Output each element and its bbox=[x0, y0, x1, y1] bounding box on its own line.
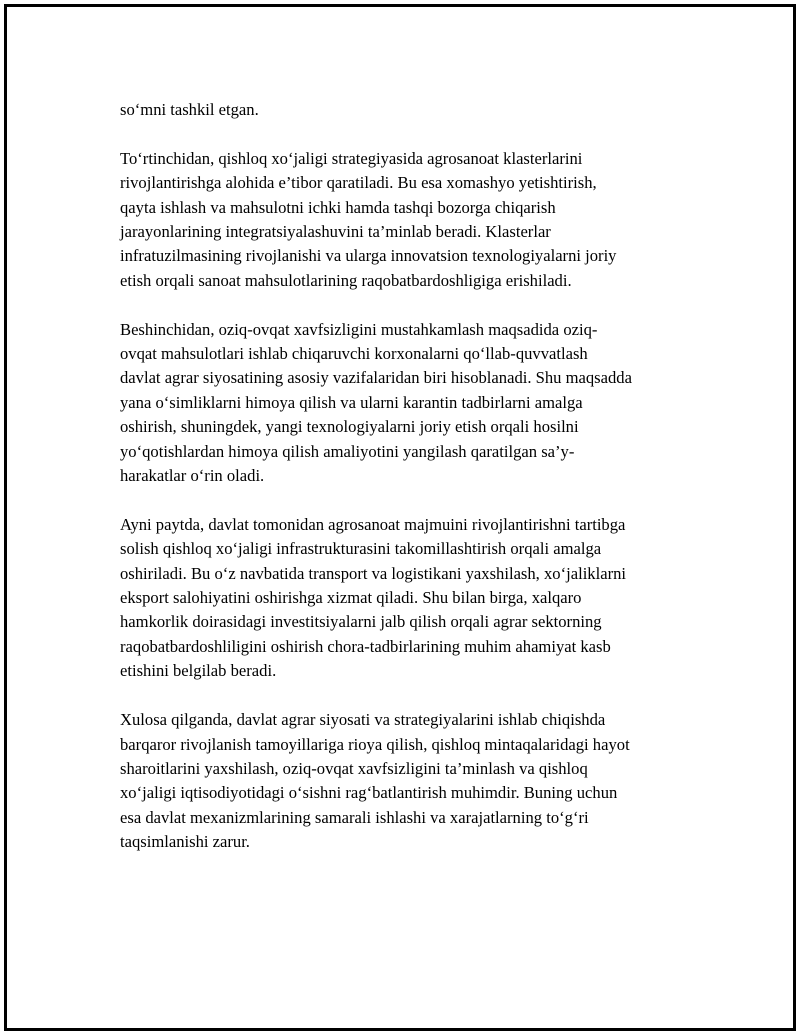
text-line: yo‘qotishlardan himoya qilish amaliyotini yangilash qaratilgan sa’y- bbox=[120, 441, 575, 461]
text-line: raqobatbardoshliligini oshirish chora-tadbirlarining muhim ahamiyat kasb bbox=[120, 636, 611, 656]
text-line: oshirish, shuningdek, yangi texnologiyalarni joriy etish orqali hosilni bbox=[120, 417, 579, 437]
text-line: eksport salohiyatini oshirishga xizmat qiladi. Shu bilan birga, xalqaro bbox=[120, 588, 582, 608]
page-frame bbox=[4, 4, 796, 1031]
text-line: xo‘jaligi iqtisodiyotidagi o‘sishni rag‘batlantirish muhimdir. Buning uchun bbox=[120, 783, 618, 803]
text-line: infratuzilmasining rivojlanishi va ularga innovatsion texnologiyalarni joriy bbox=[120, 246, 617, 266]
text-line: davlat agrar siyosatining asosiy vazifalaridan biri hisoblanadi. Shu maqsadda bbox=[120, 368, 632, 388]
text-line: barqaror rivojlanish tamoyillariga rioya qilish, qishloq mintaqalaridagi hayot bbox=[120, 734, 630, 754]
text-line: so‘mni tashkil etgan. bbox=[120, 100, 259, 119]
text-line: Beshinchidan, oziq-ovqat xavfsizligini mustahkamlash maqsadida oziq- bbox=[120, 319, 598, 339]
text-line: Ayni paytda, davlat tomonidan agrosanoat majmuini rivojlantirishni tartibga bbox=[120, 514, 626, 534]
text-line: rivojlantirishga alohida e’tibor qaratiladi. Bu esa xomashyo yetishtirish, bbox=[120, 173, 597, 193]
text-line: Xulosa qilganda, davlat agrar siyosati va strategiyalarini ishlab chiqishda bbox=[120, 710, 606, 730]
text-line: jarayonlarining integratsiyalashuvini ta’minlab beradi. Klasterlar bbox=[120, 222, 551, 242]
text-line: ovqat mahsulotlari ishlab chiqaruvchi korxonalarni qo‘llab-quvvatlash bbox=[120, 344, 588, 364]
text-line: hamkorlik doirasidagi investitsiyalarni jalb qilish orqali agrar sektorning bbox=[120, 612, 602, 632]
text-line: oshiriladi. Bu o‘z navbatida transport va logistikani yaxshilash, xo‘jaliklarni bbox=[120, 563, 627, 583]
text-line: etish orqali sanoat mahsulotlarining raqobatbardoshligiga erishiladi. bbox=[120, 270, 572, 290]
paragraph-1 bbox=[120, 98, 695, 122]
paragraph-2 bbox=[120, 147, 695, 293]
text-line: solish qishloq xo‘jaligi infrastrukturasini takomillashtirish orqali amalga bbox=[120, 539, 602, 559]
text-line: esa davlat mexanizmlarining samarali ishlashi va xarajatlarning to‘g‘ri bbox=[120, 807, 589, 827]
text-line: sharoitlarini yaxshilash, oziq-ovqat xavfsizligini ta’minlash va qishloq bbox=[120, 758, 588, 778]
paragraph-5 bbox=[120, 708, 695, 854]
text-line: etishini belgilab beradi. bbox=[120, 661, 277, 681]
paragraph-4 bbox=[120, 513, 695, 684]
text-line: harakatlar o‘rin oladi. bbox=[120, 466, 265, 486]
paragraph-3 bbox=[120, 318, 695, 489]
text-line: qayta ishlash va mahsulotni ichki hamda tashqi bozorga chiqarish bbox=[120, 197, 556, 217]
text-line: taqsimlanishi zarur. bbox=[120, 832, 250, 852]
text-line: yana o‘simliklarni himoya qilish va ularni karantin tadbirlarni amalga bbox=[120, 392, 583, 412]
text-line: To‘rtinchidan, qishloq xo‘jaligi strategiyasida agrosanoat klasterlarini bbox=[120, 148, 583, 168]
document-body bbox=[120, 98, 695, 879]
